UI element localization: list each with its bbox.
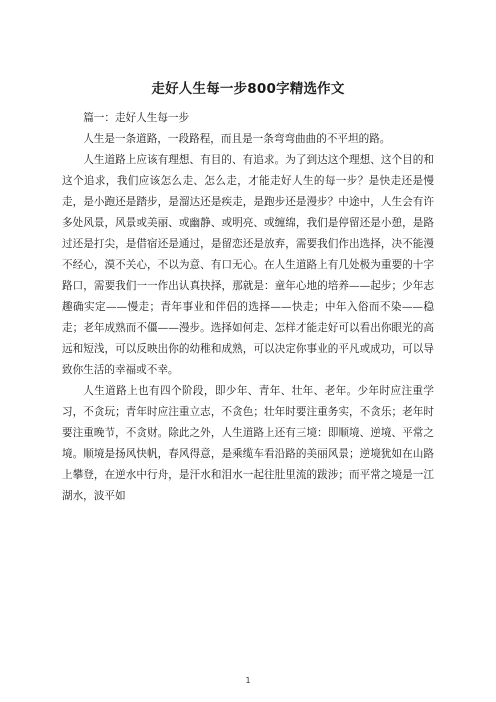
- section-subtitle: 篇一：走好人生每一步: [83, 112, 190, 124]
- page-number: 1: [245, 676, 251, 685]
- document-body: [62, 108, 434, 507]
- body-paragraph: 人生是一条道路，一段路程，而且是一条弯弯曲曲的不平坦的路。: [83, 133, 391, 145]
- body-paragraph: 人生道路上应该有理想、有目的、有追求。为了到达这个理想、这个目的和这个追求，我们应该怎么走、怎么走，才能走好人生的每一步？是快走还是慢走，是小跑还是踏步，是溜达还是疾走，是跑步还是漫步？中途中，人生会有许多处风景，风景或美丽、或幽静、或明亮、或缠绵，我们是停留还是小憩，是路过还是打尖，是借宿还是通过，是留恋还是放弃，需要我们作出选择，决不能漫不经心，漠不关心，不以为意、有口无心。在人生道路上有几处极为重要的十字路口，需要我们一一作出认真抉择，那就是：童年心地的培养——起步；少年志趣确实定——慢走；青年事业和伴侣的选择——快走；中年入俗而不染——稳走；老年成熟而不僵——漫步。选择如何走、怎样才能走好可以看出你眼光的高远和短浅，可以反映出你的幼稚和成熟，可以决定你事业的平凡或成功，可以导致你生活的幸福或不幸。: [62, 154, 434, 376]
- body-paragraph: 人生道路上也有四个阶段，即少年、青年、壮年、老年。少年时应注重学习，不贪玩；青年时应注重立志，不贪色；壮年时要注重务实，不贪乐；老年时要注重晚节，不贪财。除此之外，人生道路上还有三境：即顺境、逆境、平常之境。顺境是扬风快帆，春风得意，是乘缆车看沿路的美丽风景；逆境犹如在山路上攀登，在逆水中行舟，是汗水和泪水一起往肚里流的跋涉；而平常之境是一江湖水，波平如: [62, 385, 434, 502]
- document-title: 走好人生每一步800字精选作文: [151, 81, 345, 97]
